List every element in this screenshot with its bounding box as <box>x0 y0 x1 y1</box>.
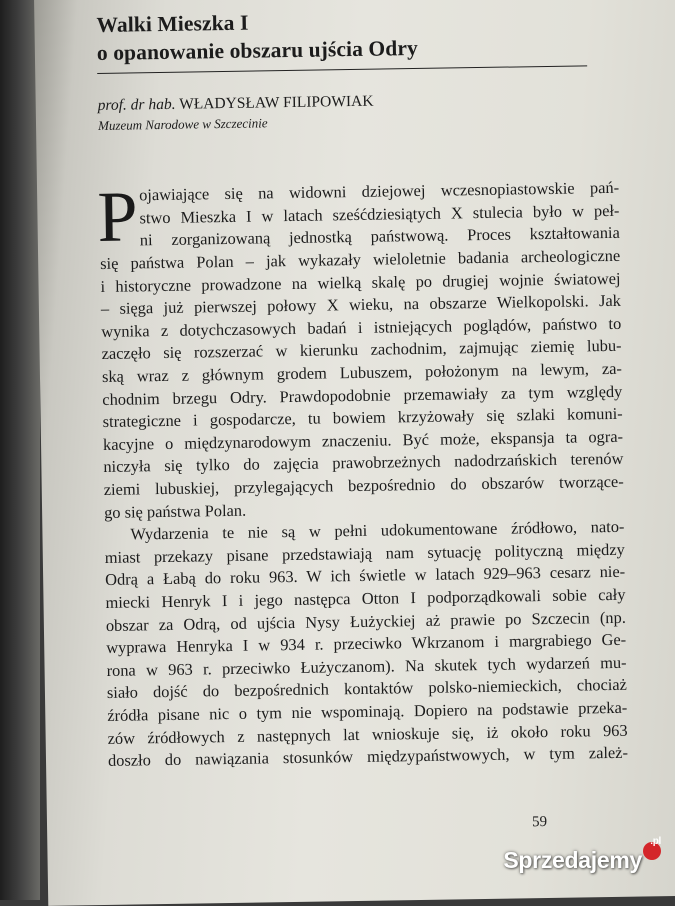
text-line: ni zorganizowaną jednostką państwową. Proces kształtowania <box>139 223 620 250</box>
text-line: kacyjne o międzynarodowym znaczeniu. Być może, ekspansja ta ogra- <box>102 426 624 454</box>
page-content <box>96 3 628 773</box>
text-line: strategiczne i gospodarcze, tu bowiem krzyżowały się szlaki komuni- <box>102 404 623 432</box>
book-page <box>34 0 675 906</box>
title-line-2: o opanowanie obszaru ujścia Odry <box>96 35 419 66</box>
text-line: zaczęło się rozszerzać w kierunku zachodnim, zajmując ziemię lubu- <box>101 336 622 364</box>
paragraph-1 <box>96 176 624 524</box>
drop-cap: P <box>96 176 139 258</box>
text-line: doszło do nawiązania stosunków międzypaństwowych, w tym zależ- <box>107 742 629 771</box>
text-line: zów źródłowych z następnych lat wnioskuje się, iż około roku 963 <box>107 720 628 748</box>
text-line: – sięga już pierwszej połowy X wieku, na obszarze Wielkopolski. Jak <box>100 291 622 319</box>
text-line: chodnim brzegu Odry. Prawdopodobnie przemawiały za tym względy <box>102 381 623 409</box>
watermark-brand: Sprzedajemy <box>503 847 642 873</box>
text-line: miecki Henryk I i jego następca Otton I podporządkowali sobie cały <box>105 584 626 612</box>
text-line: wynika z dotychczasowych badań i istniejących poglądów, państwo to <box>101 313 622 341</box>
text-line: i historyczne prowadzone na wielką skalę po drugiej wojnie światowej <box>100 268 621 296</box>
watermark-suffix: .pl <box>650 836 661 847</box>
author-degree: prof. dr hab. <box>97 96 176 115</box>
text-line: wyprawa Henryka I w 934 r. przeciwko Wkrzanom i margrabiego Ge- <box>106 629 627 658</box>
text-line: ziemi lubuskiej, przylegających bezpośrednio do obszarów tworzące- <box>103 471 624 499</box>
text-line: Wydarzenia te nie są w pełni udokumentowane źródłowo, nato- <box>130 516 625 544</box>
text-line: obszar za Odrą, od ujścia Nysy Łużyckiej aż prawie po Szczecin (np. <box>105 607 626 635</box>
title-underline <box>97 65 587 74</box>
text-line: Odrą a Łabą do roku 963. W ich świetle w latach 929–963 cesarz nie- <box>105 562 626 590</box>
text-line: go się państwa Polan. <box>103 500 247 522</box>
text-line: niczyła się tylko do zajęcia prawobrzeżnych nadodrzańskich terenów <box>103 449 624 477</box>
text-line: siało dojść do bezpośrednich kontaktów polsko-niemieckich, chociaż <box>106 675 628 703</box>
watermark-dot-icon <box>643 836 661 860</box>
title-line-1: Walki Mieszka I <box>96 10 249 38</box>
text-line: się państwa Polan – jak wykazały wieloletnie badania archeologiczne <box>100 245 621 274</box>
text-line: rona w 963 r. przeciwko Łużyczanom). Na skutek tych wydarzeń mu- <box>106 652 627 680</box>
text-line: ską wraz z głównym grodem Lubuszem, położonym na lewym, za- <box>101 358 623 387</box>
watermark-logo <box>503 836 661 874</box>
author-name: WŁADYSŁAW FILIPOWIAK <box>178 92 374 114</box>
author-affiliation: Muzeum Narodowe w Szczecinie <box>97 115 268 134</box>
paragraph-2 <box>104 516 628 773</box>
text-line: ojawiające się na widowni dziejowej wczesnopiastowskie pań- <box>138 178 620 205</box>
article-title <box>96 3 617 67</box>
article-body <box>96 176 629 773</box>
text-line: źródła pisane nic o tym nie wspominają. Dopiero na podstawie przeka- <box>107 697 628 725</box>
text-line: miast przekazy pisane przedstawiają nam sytuację polityczną między <box>104 539 625 567</box>
text-line: stwo Mieszka I w latach sześćdziesiątych X stulecia było w peł- <box>139 200 620 228</box>
page-number: 59 <box>531 814 548 831</box>
book-spine-shadow <box>0 0 40 900</box>
